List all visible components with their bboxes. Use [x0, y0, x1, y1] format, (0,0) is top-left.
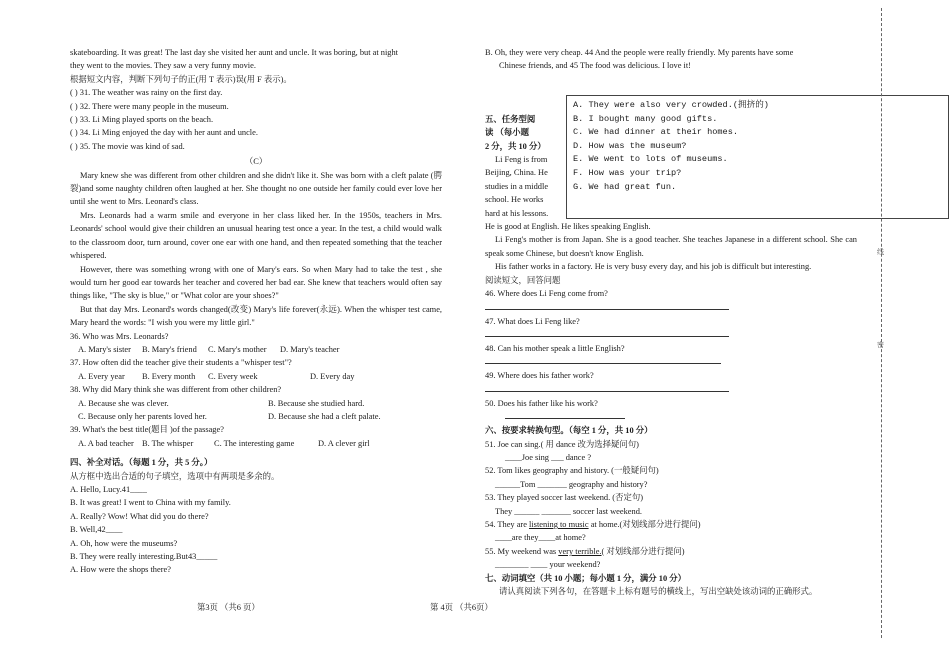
transform-55	[485, 545, 855, 558]
dialog-line: A. Really? Wow! What did you do there?	[70, 511, 209, 521]
section-5-title: 2 分，共 10 分）	[485, 141, 546, 151]
passage-c-paragraph: Mrs. Leonards had a warm smile and everyone in her class liked her. In the 1950s, teachers in Mrs. Leonards' school would give their children an unusual hearing test once a year. In the test, a child would walk to the classroom door, turn around, cover one ear with one hand, and then repeated something that the teacher whispered.	[70, 210, 442, 261]
dialog-option-box	[566, 95, 949, 219]
dialog-line: B. Oh, they were very cheap. 44 And the people were really friendly. My parents have some	[485, 48, 794, 57]
option-d: D. How was the museum?	[573, 140, 687, 151]
section-5-title: 五、任务型阅	[485, 114, 536, 124]
binding-line	[881, 8, 882, 638]
tf-instruction: 根据短文内容，判断下列句子的正(用 T 表示)误(用 F 表示)。	[70, 74, 292, 84]
question-37: 37. How often did the teacher give their students a "whisper test"?	[70, 358, 292, 368]
question-38: 38. Why did Mary think she was different from other children?	[70, 385, 282, 395]
page-footer-left: 第3页 （共6 页）	[197, 603, 260, 612]
answer-line-50[interactable]	[505, 410, 625, 419]
option-e: E. We went to lots of museums.	[573, 154, 728, 165]
option-f: F. How was your trip?	[573, 167, 682, 178]
answer-line-47[interactable]	[485, 328, 729, 337]
option: D. Because she had a cleft palate.	[268, 411, 381, 421]
passage-c-paragraph: However, there was something wrong with one of Mary's ears. So when Mary had to take the test , she would turn her good ear towards her teacher and covered her bad ear. She knew that teachers would often say things like, "The sky is blue," or "What color are your shoes?"	[70, 264, 442, 301]
passage-line: hard at his lessons.	[485, 208, 549, 218]
dialog-line: B. They were really interesting.But43_____	[70, 552, 218, 562]
question-50: 50. Does his father like his work?	[485, 398, 598, 408]
option-a: A. They were also very crowded.(拥挤的)	[573, 100, 769, 110]
question-47: 47. What does Li Feng like?	[485, 316, 580, 326]
passage-c-paragraph: Mary knew she was different from other children and she didn't like it. She was born with a cleft palate (腭裂)and some naughty children often laughed at her. She thought no one outside her family could ever love her until she went to Mrs. Leonard's class.	[70, 170, 442, 207]
option: B. Mary's friend	[142, 344, 197, 354]
dialog-line: A. Hello, Lucy.41____	[70, 485, 147, 494]
transform-51: 51. Joe can sing.( 用 dance 改为选择疑问句)	[485, 439, 639, 449]
text: 54. They are	[485, 519, 530, 529]
page-3-column	[70, 46, 442, 577]
passage-line: school. He works	[485, 195, 544, 205]
q36-options	[70, 343, 442, 356]
option: A. Every year	[78, 371, 125, 381]
q38-options-ab	[70, 397, 442, 410]
option: D. Every day	[310, 371, 355, 381]
section-7-title: 七、动词填空（共 10 小题；每小题 1 分，满分 10 分）	[485, 573, 686, 583]
q37-options	[70, 370, 442, 383]
passage-line: Beijing, China. He	[485, 168, 548, 178]
passage-continuation: they went to the movies. They saw a very funny movie.	[70, 61, 256, 71]
transform-53: 53. They played soccer last weekend. (否定句)	[485, 493, 643, 503]
answer-line-46[interactable]	[485, 301, 729, 310]
question-36: 36. Who was Mrs. Leonards?	[70, 331, 169, 341]
passage-line: He is good at English. He likes speaking English.	[485, 222, 651, 232]
option: C. Mary's mother	[208, 344, 267, 354]
transform-52: 52. Tom likes geography and history. (一般疑问句)	[485, 466, 659, 476]
passage-c-label: （C）	[244, 157, 268, 167]
option: B. The whisper	[142, 438, 194, 448]
section-5-instruction: 阅读短文，回答问题	[485, 275, 561, 285]
dialog-line: B. Well,42____	[70, 525, 123, 535]
question-49: 49. Where does his father work?	[485, 371, 594, 381]
underlined-phrase: very terrible.	[558, 546, 602, 556]
section-7-instruction: 请认真阅读下列各句，在答题卡上标有题号的横线上，写出空缺处该动词的正确形式。	[499, 587, 818, 596]
section-4-title: 四、补全对话。（每题 1 分，共 5 分。）	[70, 458, 213, 468]
q39-options	[70, 437, 442, 450]
transform-51-blank: ____Joe sing ___ dance ?	[505, 452, 592, 462]
section-4-instruction: 从方框中选出合适的句子填空，选项中有两项是多余的。	[70, 471, 280, 481]
option-g: G. We had great fun.	[573, 181, 677, 192]
passage-continuation: skateboarding. It was great! The last day she visited her aunt and uncle. It was boring, but at night	[70, 48, 399, 57]
option: A. A bad teacher	[78, 438, 134, 448]
answer-line-48[interactable]	[485, 355, 721, 364]
question-48: 48. Can his mother speak a little English?	[485, 343, 625, 353]
question-39: 39. What's the best title(题目 )of the passage?	[70, 425, 224, 435]
transform-52-blank: ______Tom _______ geography and history?	[495, 479, 648, 489]
option: A. Because she was clever.	[78, 398, 169, 408]
page-footer-right: 第 4页 （共6页）	[430, 603, 493, 612]
tf-question: ( ) 34. Li Ming enjoyed the day with her aunt and uncle.	[70, 128, 258, 138]
option: D. Mary's teacher	[280, 344, 340, 354]
question-46: 46. Where does Li Feng come from?	[485, 289, 608, 299]
option-b: B. I bought many good gifts.	[573, 113, 718, 124]
text: ( 对划线部分进行提问)	[601, 546, 685, 556]
binding-mark: 密	[877, 341, 884, 349]
underlined-phrase: listening to music	[529, 519, 589, 529]
passage-paragraph: His father works in a factory. He is very busy every day, and his job is difficult but interesting.	[495, 262, 812, 272]
section-6-title: 六、按要求转换句型。（每空 1 分，共 10 分）	[485, 426, 653, 436]
section-5-title: 读 （每小题	[485, 128, 529, 138]
option: A. Mary's sister	[78, 344, 131, 354]
binding-mark: 线	[877, 248, 884, 256]
transform-53-blank: They ______ _______ soccer last weekend.	[495, 506, 642, 516]
dialog-line: B. It was great! I went to China with my family.	[70, 498, 231, 508]
option: C. Every week	[208, 371, 258, 381]
dialog-line: A. Oh, how were the museums?	[70, 538, 178, 548]
option: C. The interesting game	[214, 438, 295, 448]
tf-question: ( ) 31. The weather was rainy on the first day.	[70, 88, 223, 98]
option: C. Because only her parents loved her.	[78, 411, 207, 421]
option: B. Every month	[142, 371, 196, 381]
transform-54-blank: ____are they____at home?	[495, 533, 586, 543]
passage-line: Li Feng is from	[495, 155, 548, 165]
tf-question: ( ) 35. The movie was kind of sad.	[70, 141, 185, 151]
passage-line: studies in a middle	[485, 181, 549, 191]
passage-c-paragraph: But that day Mrs. Leonard's words changed(改变) Mary's life forever(永远). When the whisper test came, Mary heard the words: "I wish you were my little girl."	[70, 304, 442, 328]
transform-55-blank: ________ ____ your weekend?	[495, 560, 601, 570]
answer-line-49[interactable]	[485, 383, 729, 392]
passage-paragraph: Li Feng's mother is from Japan. She is a good teacher. She teaches Japanese in a different school. She can speak some Chinese, but doesn't know English.	[485, 235, 857, 258]
dialog-line: Chinese friends, and 45 The food was delicious. I love it!	[499, 61, 691, 71]
option-c: C. We had dinner at their homes.	[573, 127, 739, 138]
text: 55. My weekend was	[485, 546, 559, 556]
tf-question: ( ) 32. There were many people in the museum.	[70, 101, 229, 111]
option: D. A clever girl	[318, 438, 370, 448]
dialog-line: A. How were the shops there?	[70, 565, 171, 575]
transform-54	[485, 518, 855, 531]
text: at home.(对划线部分进行提问)	[588, 519, 701, 529]
tf-question: ( ) 33. Li Ming played sports on the beach.	[70, 115, 214, 125]
q38-options-cd	[70, 410, 442, 423]
option: B. Because she studied hard.	[268, 398, 365, 408]
